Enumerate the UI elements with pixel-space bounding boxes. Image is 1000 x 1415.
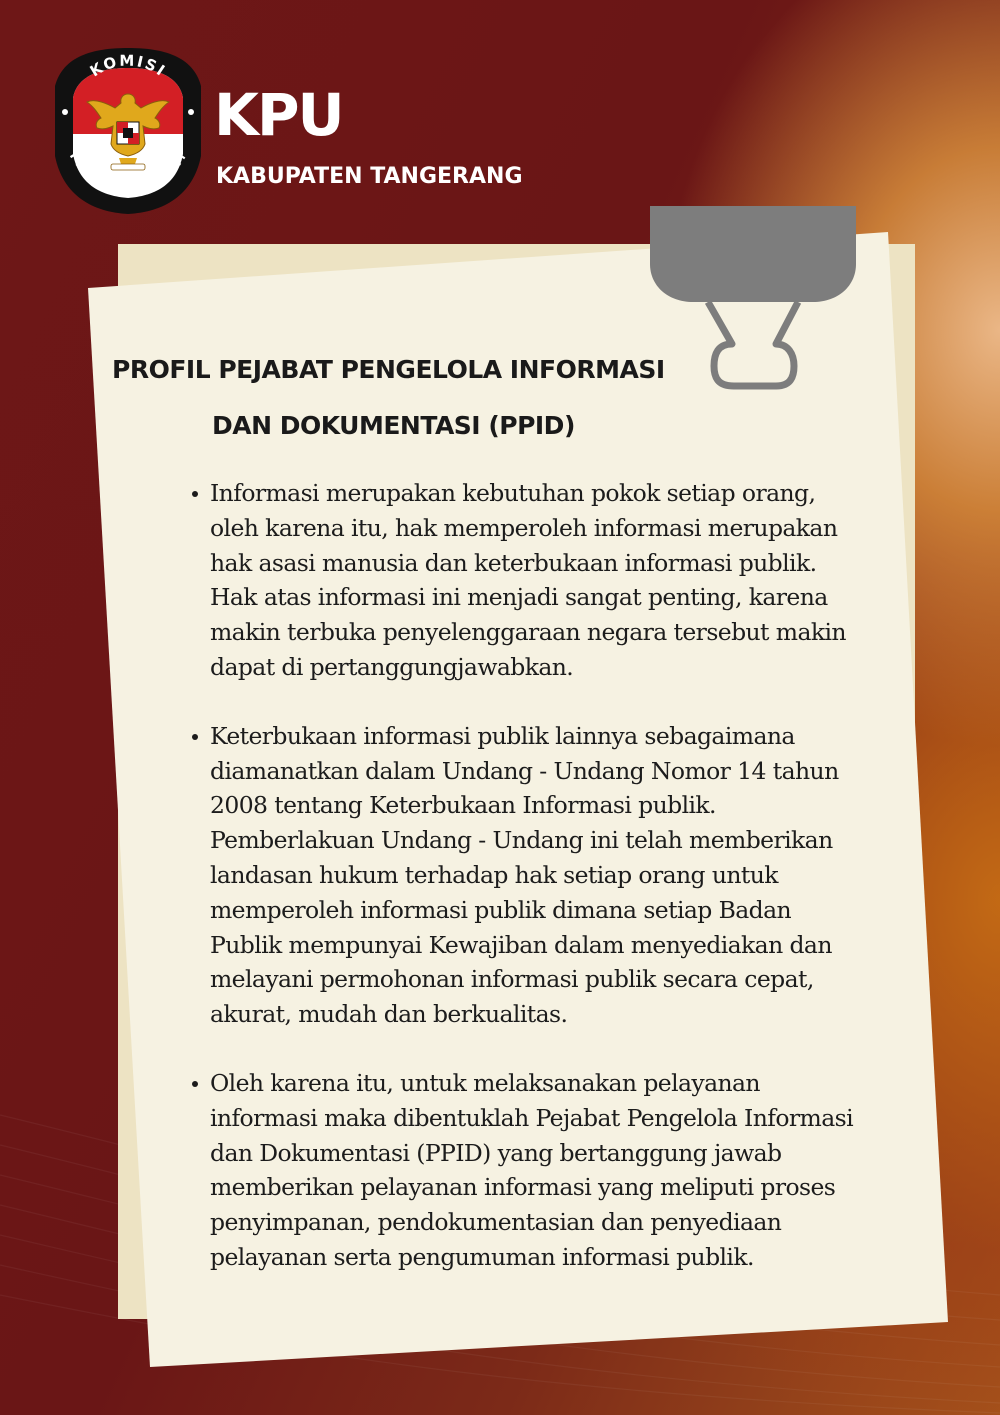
brand-title: KPU — [214, 81, 343, 149]
bullet-item — [188, 476, 868, 685]
bullet-dot-icon — [192, 491, 198, 497]
bullet-dot-icon — [192, 1081, 198, 1087]
bullet-list — [188, 476, 868, 1309]
bullet-item — [188, 1066, 868, 1275]
heading-line-1: PROFIL PEJABAT PENGELOLA INFORMASI — [112, 355, 665, 384]
logo-top-text: KOMISI — [86, 51, 170, 81]
bullet-text: Informasi merupakan kebutuhan pokok setiap orang, oleh karena itu, hak memperoleh informasi merupakan hak asasi manusia dan keterbukaan informasi publik. Hak atas informasi ini menjadi sangat penting, karena makin terbuka penyelenggaraan negara tersebut makin dapat di pertanggungjawabkan. — [210, 479, 846, 681]
document-heading — [112, 342, 732, 454]
kpu-logo — [53, 46, 203, 216]
bullet-text: Oleh karena itu, untuk melaksanakan pelayanan informasi maka dibentuklah Pejabat Pengelola Informasi dan Dokumentasi (PPID) yang bertanggung jawab memberikan pelayanan informasi yang meliputi proses penyimpanan, pendokumentasian dan penyediaan pelayanan serta pengumuman informasi publik. — [210, 1068, 853, 1271]
bullet-item — [188, 719, 868, 1032]
heading-line-2: DAN DOKUMENTASI (PPID) — [212, 411, 575, 440]
bullet-dot-icon — [192, 734, 198, 740]
logo-bottom-text: PEMILIHAN UMUM — [66, 149, 190, 194]
brand-subtitle: KABUPATEN TANGERANG — [216, 164, 523, 189]
bullet-text: Keterbukaan informasi publik lainnya sebagaimana diamanatkan dalam Undang - Undang Nomor 14 tahun 2008 tentang Keterbukaan Informasi publik. Pemberlakuan Undang - Undang ini telah memberikan landasan hukum terhadap hak setiap orang untuk memperoleh informasi publik dimana setiap Badan Publik mempunyai Kewajiban dalam menyediakan dan melayani permohonan informasi publik secara cepat, akurat, mudah dan berkualitas. — [210, 721, 839, 1029]
